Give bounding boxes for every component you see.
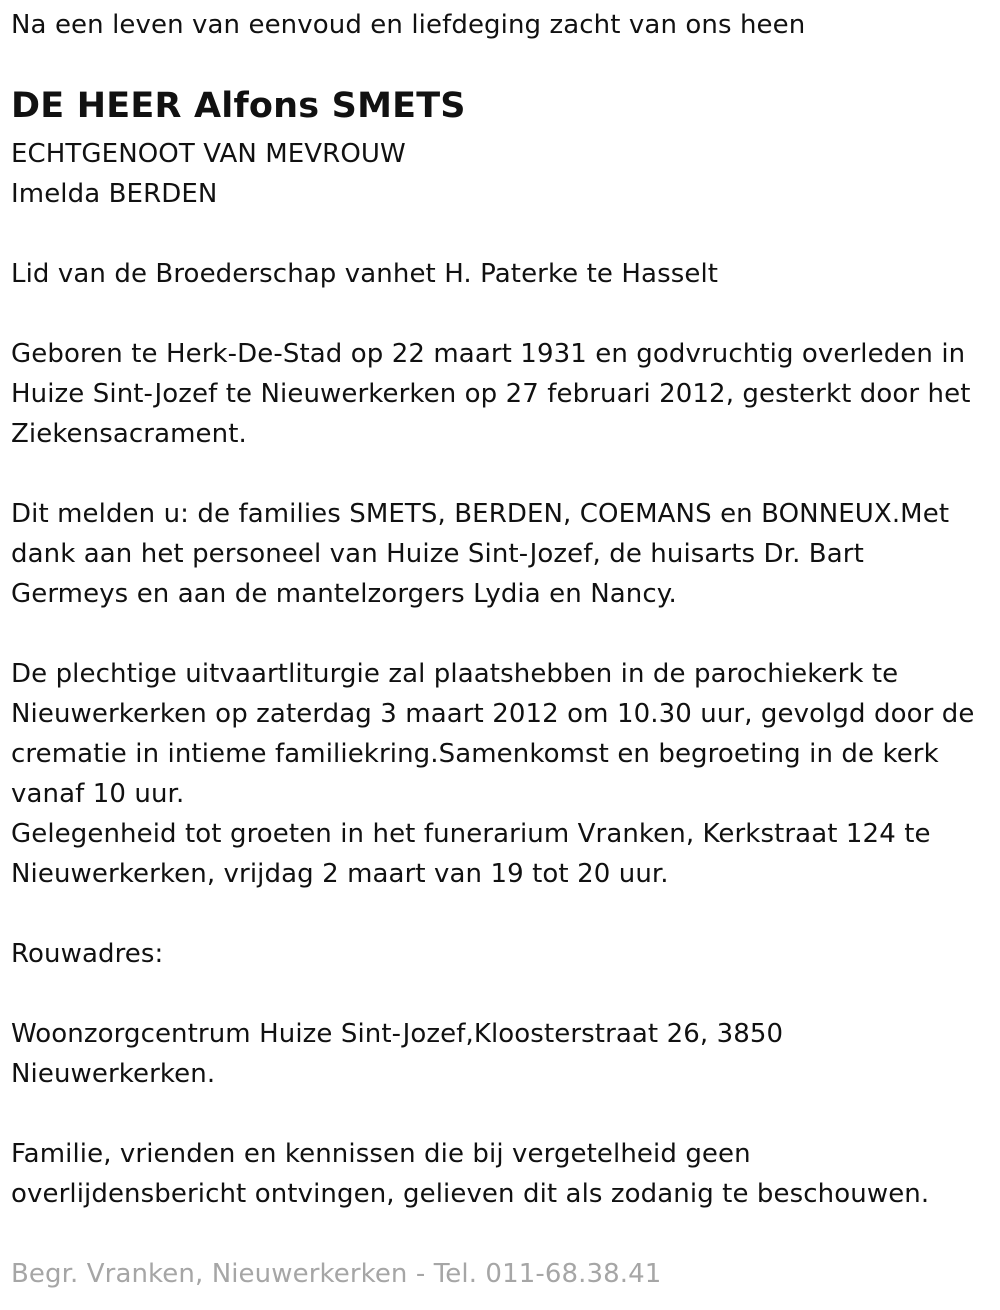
spouse-label: ECHTGENOOT VAN MEVROUW — [11, 139, 406, 169]
visitation-line: Nieuwerkerken, vrijdag 2 maart van 19 tot 20 uur. — [11, 859, 669, 889]
address-line: Woonzorgcentrum Huize Sint-Jozef,Kloosterstraat 26, 3850 — [11, 1019, 784, 1049]
announcement-line: Germeys en aan de mantelzorgers Lydia en Nancy. — [11, 579, 677, 609]
birth-death-line: Huize Sint-Jozef te Nieuwerkerken op 27 februari 2012, gesterkt door het — [11, 379, 971, 409]
funeral-line: crematie in intieme familiekring.Samenkomst en begroeting in de kerk — [11, 739, 939, 769]
address-label: Rouwadres: — [11, 939, 164, 969]
intro-text: Na een leven van eenvoud en liefdeging zacht van ons heen — [11, 10, 806, 40]
deceased-name: DE HEER Alfons SMETS — [11, 86, 466, 126]
funeral-line: Nieuwerkerken op zaterdag 3 maart 2012 om 10.30 uur, gevolgd door de — [11, 699, 975, 729]
spouse-name: Imelda BERDEN — [11, 179, 218, 209]
membership-text: Lid van de Broederschap vanhet H. Paterke te Hasselt — [11, 259, 719, 289]
closing-line: overlijdensbericht ontvingen, gelieven dit als zodanig te beschouwen. — [11, 1179, 930, 1209]
birth-death-line: Ziekensacrament. — [11, 419, 247, 449]
announcement-line: Dit melden u: de families SMETS, BERDEN, COEMANS en BONNEUX.Met — [11, 499, 950, 529]
closing-line: Familie, vrienden en kennissen die bij vergetelheid geen — [11, 1139, 751, 1169]
announcement-line: dank aan het personeel van Huize Sint-Jozef, de huisarts Dr. Bart — [11, 539, 864, 569]
funeral-line: vanaf 10 uur. — [11, 779, 185, 809]
visitation-line: Gelegenheid tot groeten in het funerarium Vranken, Kerkstraat 124 te — [11, 819, 931, 849]
birth-death-line: Geboren te Herk-De-Stad op 22 maart 1931 en godvruchtig overleden in — [11, 339, 966, 369]
funeral-home-footer: Begr. Vranken, Nieuwerkerken - Tel. 011-68.38.41 — [11, 1259, 662, 1289]
address-line: Nieuwerkerken. — [11, 1059, 216, 1089]
funeral-line: De plechtige uitvaartliturgie zal plaatshebben in de parochiekerk te — [11, 659, 899, 689]
